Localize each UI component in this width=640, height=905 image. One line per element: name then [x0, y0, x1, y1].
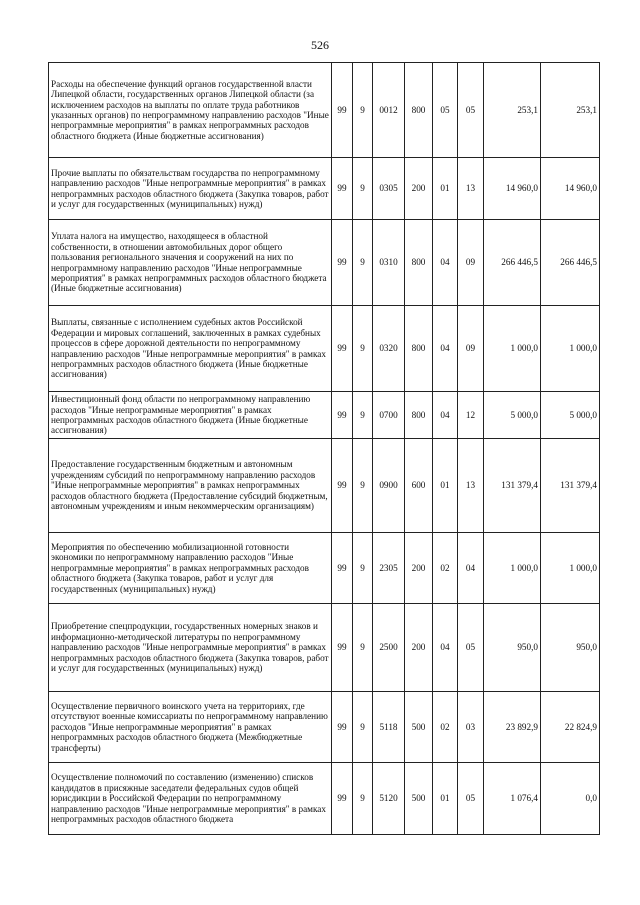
row-code-sub: 9	[353, 158, 373, 220]
row-code-expense-type: 200	[405, 604, 433, 692]
row-code-expense-type: 800	[405, 220, 433, 306]
row-code-sub: 9	[353, 63, 373, 158]
row-description: Выплаты, связанные с исполнением судебных актов Российской Федерации и мировых соглашений, заключенных в рамках судебных процессов в сфере дорожной деятельности по непрограммному направлению расходов "Иные непрограммные мероприятия" в рамках непрограммных расходов областного бюджета (Иные бюджетные ассигнования)	[49, 306, 332, 392]
row-code-section: 01	[433, 158, 458, 220]
row-amount-2: 14 960,0	[541, 158, 600, 220]
table-row	[49, 763, 600, 835]
row-code-subsection: 05	[458, 763, 484, 835]
row-code-admin: 99	[332, 439, 353, 533]
row-code-subsection: 13	[458, 439, 484, 533]
budget-table	[48, 62, 600, 835]
row-code-admin: 99	[332, 158, 353, 220]
row-code-admin: 99	[332, 604, 353, 692]
row-description: Предоставление государственным бюджетным и автономным учреждениям субсидий по непрограммному направлению расходов "Иные непрограммные мероприятия" в рамках непрограммных расходов областного бюджета (Предоставление субсидий бюджетным, автономным учреждениям и иным некоммерческим организациям)	[49, 439, 332, 533]
row-code-admin: 99	[332, 533, 353, 604]
row-code-subsection: 09	[458, 220, 484, 306]
row-amount-1: 266 446,5	[484, 220, 541, 306]
row-code-expense-type: 500	[405, 692, 433, 763]
table-row	[49, 63, 600, 158]
row-code-sub: 9	[353, 306, 373, 392]
row-code-direction: 0900	[373, 439, 405, 533]
table-row	[49, 306, 600, 392]
row-code-sub: 9	[353, 439, 373, 533]
row-code-admin: 99	[332, 220, 353, 306]
row-amount-2: 950,0	[541, 604, 600, 692]
row-code-direction: 5120	[373, 763, 405, 835]
row-code-section: 04	[433, 306, 458, 392]
row-amount-2: 1 000,0	[541, 533, 600, 604]
row-code-admin: 99	[332, 306, 353, 392]
row-code-sub: 9	[353, 692, 373, 763]
table-row	[49, 158, 600, 220]
row-code-section: 04	[433, 392, 458, 439]
row-code-admin: 99	[332, 763, 353, 835]
row-code-subsection: 04	[458, 533, 484, 604]
row-amount-2: 266 446,5	[541, 220, 600, 306]
row-code-direction: 0012	[373, 63, 405, 158]
row-code-admin: 99	[332, 692, 353, 763]
row-code-expense-type: 800	[405, 392, 433, 439]
row-code-subsection: 09	[458, 306, 484, 392]
row-code-expense-type: 800	[405, 306, 433, 392]
row-amount-2: 0,0	[541, 763, 600, 835]
row-amount-1: 1 000,0	[484, 533, 541, 604]
row-code-subsection: 12	[458, 392, 484, 439]
row-code-sub: 9	[353, 533, 373, 604]
row-description: Осуществление полномочий по составлению (изменению) списков кандидатов в присяжные заседатели федеральных судов общей юрисдикции в Российской Федерации по непрограммному направлению расходов "Иные непрограммные мероприятия" в рамках непрограммных расходов областного бюджета	[49, 763, 332, 835]
row-code-subsection: 05	[458, 63, 484, 158]
row-code-direction: 5118	[373, 692, 405, 763]
row-code-expense-type: 800	[405, 63, 433, 158]
row-code-expense-type: 600	[405, 439, 433, 533]
row-code-direction: 2500	[373, 604, 405, 692]
row-amount-2: 5 000,0	[541, 392, 600, 439]
row-amount-1: 131 379,4	[484, 439, 541, 533]
table-row	[49, 533, 600, 604]
row-description: Осуществление первичного воинского учета на территориях, где отсутствуют военные комиссариаты по непрограммному направлению расходов "Иные непрограммные мероприятия" в рамках непрограммных расходов областного бюджета (Межбюджетные трансферты)	[49, 692, 332, 763]
row-code-direction: 0310	[373, 220, 405, 306]
row-code-direction: 2305	[373, 533, 405, 604]
row-amount-2: 253,1	[541, 63, 600, 158]
row-description: Уплата налога на имущество, находящееся в областной собственности, в отношении автомобильных дорог общего пользования регионального значения и сооружений на них по непрограммному направлению расходов "Иные непрограммные мероприятия" в рамках непрограммных расходов областного бюджета (Иные бюджетные ассигнования)	[49, 220, 332, 306]
row-amount-1: 1 076,4	[484, 763, 541, 835]
row-description: Прочие выплаты по обязательствам государства по непрограммному направлению расходов "Иные непрограммные мероприятия" в рамках непрограммных расходов областного бюджета (Закупка товаров, работ и услуг для государственных (муниципальных) нужд)	[49, 158, 332, 220]
row-code-sub: 9	[353, 763, 373, 835]
row-code-section: 01	[433, 763, 458, 835]
row-code-expense-type: 200	[405, 158, 433, 220]
row-code-section: 01	[433, 439, 458, 533]
row-code-section: 02	[433, 533, 458, 604]
row-code-section: 02	[433, 692, 458, 763]
row-code-section: 05	[433, 63, 458, 158]
table-row	[49, 692, 600, 763]
row-amount-2: 131 379,4	[541, 439, 600, 533]
row-description: Расходы на обеспечение функций органов государственной власти Липецкой области, государственных органов Липецкой области (за исключением расходов на выплаты по оплате труда работников указанных органов) по непрограммному направлению расходов "Иные непрограммные мероприятия" в рамках непрограммных расходов областного бюджета (Иные бюджетные ассигнования)	[49, 63, 332, 158]
row-amount-1: 1 000,0	[484, 306, 541, 392]
row-description: Инвестиционный фонд области по непрограммному направлению расходов "Иные непрограммные мероприятия" в рамках непрограммных расходов областного бюджета (Иные бюджетные ассигнования)	[49, 392, 332, 439]
table-row	[49, 604, 600, 692]
row-amount-2: 22 824,9	[541, 692, 600, 763]
row-code-sub: 9	[353, 604, 373, 692]
row-code-direction: 0700	[373, 392, 405, 439]
row-amount-1: 950,0	[484, 604, 541, 692]
row-code-section: 04	[433, 604, 458, 692]
page-number: 526	[311, 38, 329, 52]
row-code-direction: 0305	[373, 158, 405, 220]
row-code-admin: 99	[332, 392, 353, 439]
row-code-sub: 9	[353, 220, 373, 306]
row-amount-2: 1 000,0	[541, 306, 600, 392]
row-code-expense-type: 200	[405, 533, 433, 604]
table-body	[49, 63, 600, 835]
row-amount-1: 23 892,9	[484, 692, 541, 763]
row-amount-1: 253,1	[484, 63, 541, 158]
row-code-subsection: 05	[458, 604, 484, 692]
row-code-direction: 0320	[373, 306, 405, 392]
row-amount-1: 5 000,0	[484, 392, 541, 439]
row-code-sub: 9	[353, 392, 373, 439]
row-code-subsection: 13	[458, 158, 484, 220]
row-code-subsection: 03	[458, 692, 484, 763]
row-amount-1: 14 960,0	[484, 158, 541, 220]
row-code-expense-type: 500	[405, 763, 433, 835]
row-description: Мероприятия по обеспечению мобилизационной готовности экономики по непрограммному направлению расходов "Иные непрограммные мероприятия" в рамках непрограммных расходов областного бюджета (Закупка товаров, работ и услуг для государственных (муниципальных) нужд)	[49, 533, 332, 604]
row-code-section: 04	[433, 220, 458, 306]
row-description: Приобретение спецпродукции, государственных номерных знаков и информационно-методической литературы по непрограммному направлению расходов "Иные непрограммные мероприятия" в рамках непрограммных расходов областного бюджета (Закупка товаров, работ и услуг для государственных (муниципальных) нужд)	[49, 604, 332, 692]
row-code-admin: 99	[332, 63, 353, 158]
table-row	[49, 220, 600, 306]
table-row	[49, 439, 600, 533]
table-row	[49, 392, 600, 439]
